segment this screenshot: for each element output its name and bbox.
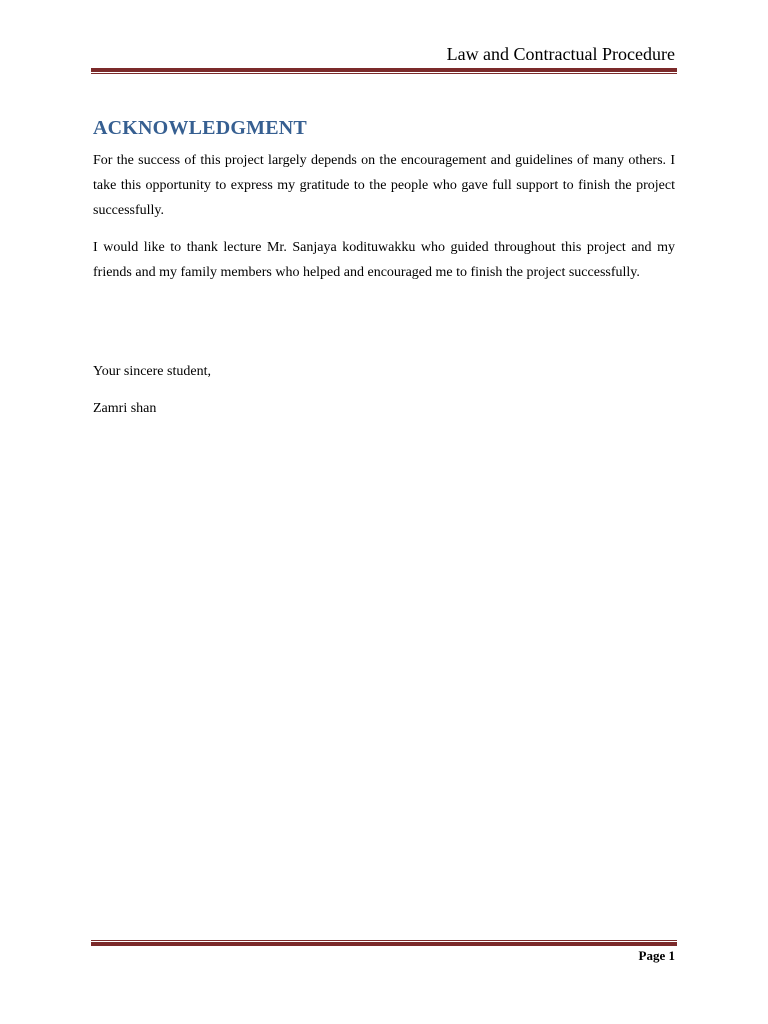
footer-rule-thin (91, 940, 677, 941)
signature-name: Zamri shan (93, 401, 157, 416)
paragraph-1: For the success of this project largely depends on the encouragement and guidelines of many others. I take this opportunity to express my gratitude to the people who gave full support to finish the project successfully. (93, 153, 675, 218)
footer-rule-thick (91, 942, 677, 946)
running-header-title: Law and Contractual Procedure (446, 44, 675, 64)
page-heading: ACKNOWLEDGMENT (93, 117, 307, 139)
signoff-line: Your sincere student, (93, 364, 211, 379)
header-rule-thin (91, 73, 677, 74)
page-number: Page 1 (638, 948, 675, 963)
header-rule-thick (91, 68, 677, 72)
paragraph-2: I would like to thank lecture Mr. Sanjaya kodituwakku who guided throughout this project and my friends and my family members who helped and encouraged me to finish the project successfully. (93, 240, 675, 280)
